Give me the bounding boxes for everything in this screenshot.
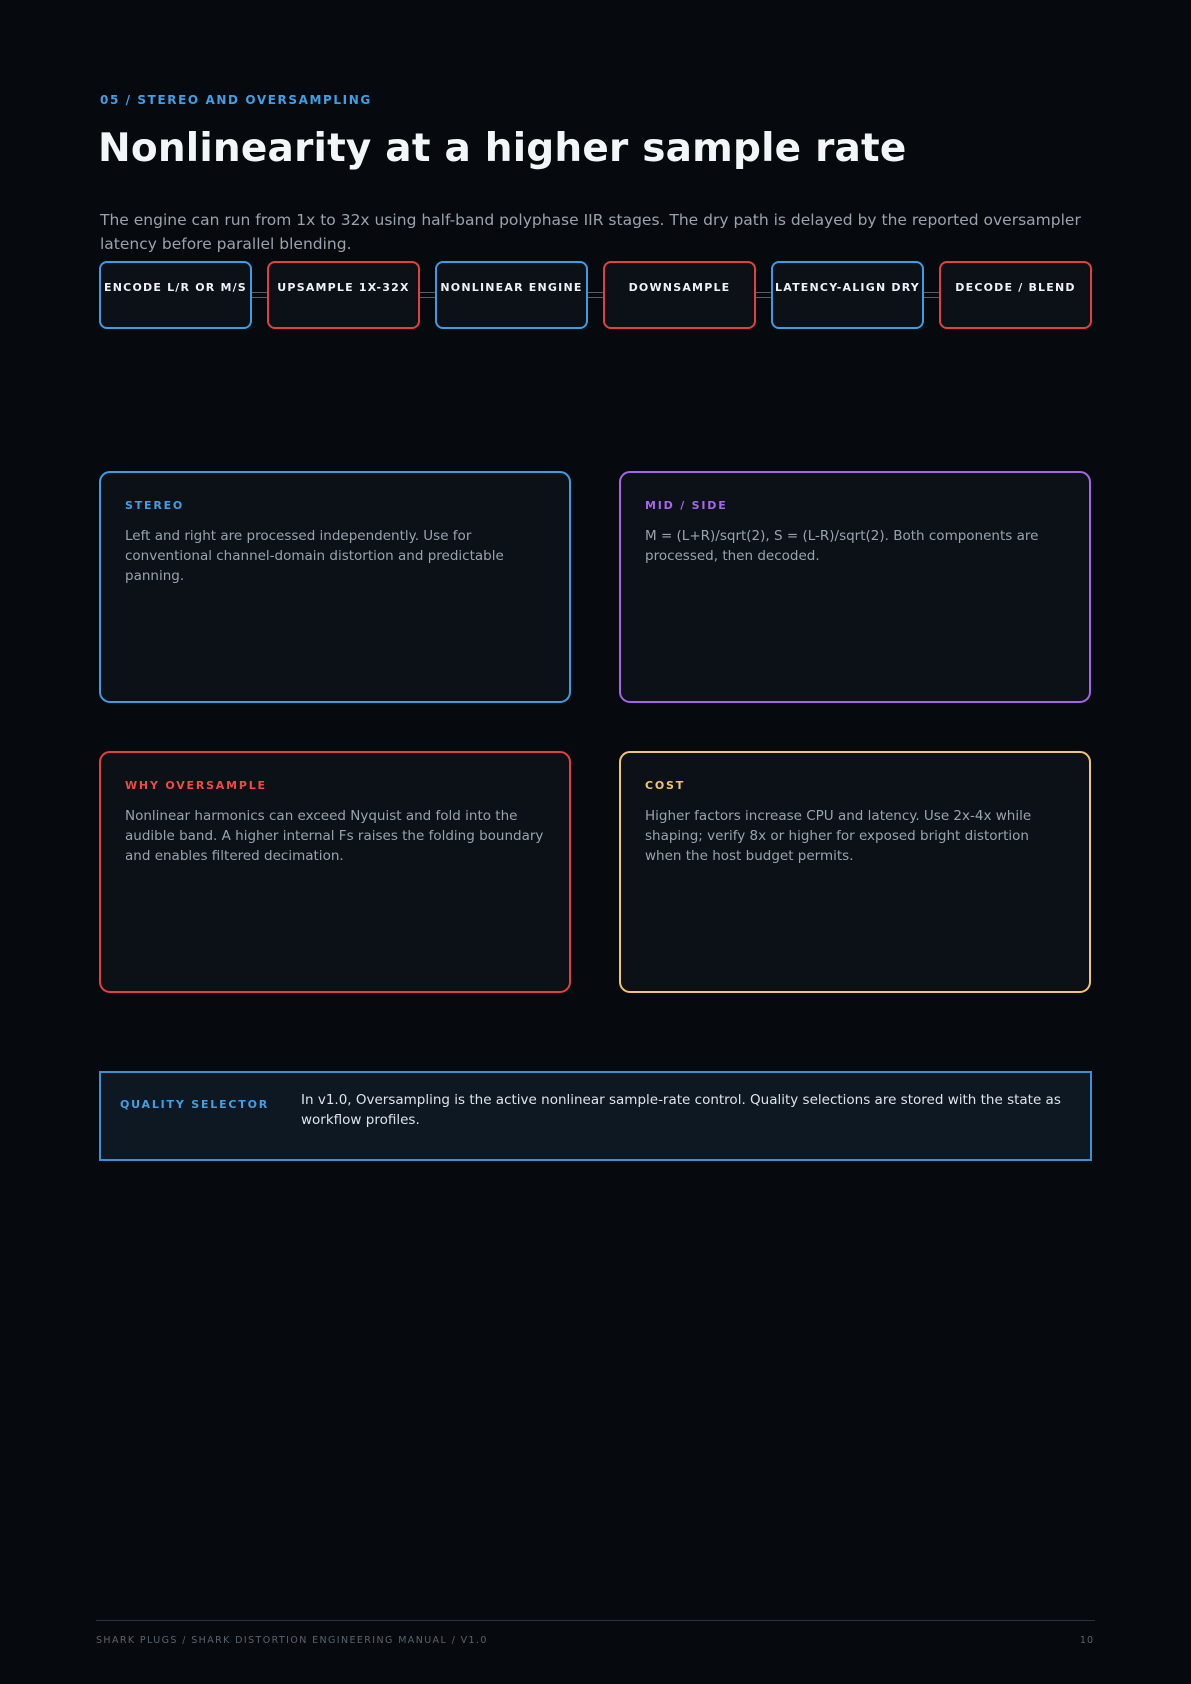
card-title: COST [645,779,686,792]
footer-divider [96,1620,1095,1621]
pipeline-connector [588,292,603,298]
card-body: M = (L+R)/sqrt(2), S = (L-R)/sqrt(2). Both components are processed, then decoded. [645,528,1039,564]
card-cost [619,751,1091,993]
card-title: WHY OVERSAMPLE [125,779,267,792]
pipeline-stage-downsample: DOWNSAMPLE [603,261,756,329]
pipeline-stage-latency-align: LATENCY-ALIGN DRY [771,261,924,329]
footer-doc-path: SHARK PLUGS / SHARK DISTORTION ENGINEERING MANUAL / V1.0 [96,1635,488,1646]
signal-pipeline [99,261,1092,333]
callout-label: QUALITY SELECTOR [120,1098,270,1111]
card-stereo [99,471,571,703]
card-title: STEREO [125,499,185,512]
page-title: Nonlinearity at a higher sample rate [98,126,907,171]
card-body: Left and right are processed independently. Use for conventional channel-domain distortion and predictable panning. [125,528,504,584]
page-number: 10 [1079,1635,1094,1646]
intro-paragraph: The engine can run from 1x to 32x using half-band polyphase IIR stages. The dry path is delayed by the reported oversampler latency before parallel blending. [100,211,1081,253]
card-body: Higher factors increase CPU and latency. Use 2x-4x while shaping; verify 8x or higher for exposed bright distortion when the host budget permits. [645,808,1032,864]
pipeline-connector [924,292,939,298]
pipeline-stage-upsample: UPSAMPLE 1X-32X [267,261,420,329]
section-eyebrow: 05 / STEREO AND OVERSAMPLING [100,93,372,107]
pipeline-stage-nonlinear-engine: NONLINEAR ENGINE [435,261,588,329]
pipeline-stage-decode-blend: DECODE / BLEND [939,261,1092,329]
callout-text: In v1.0, Oversampling is the active nonlinear sample-rate control. Quality selections are stored with the state as workflow profiles. [301,1092,1061,1128]
quality-selector-callout [99,1071,1092,1161]
pipeline-connector [756,292,771,298]
card-title: MID / SIDE [645,499,728,512]
card-mid-side [619,471,1091,703]
card-why-oversample [99,751,571,993]
pipeline-connector [252,292,267,298]
card-body: Nonlinear harmonics can exceed Nyquist and fold into the audible band. A higher internal Fs raises the folding boundary and enables filtered decimation. [125,808,544,864]
pipeline-stage-encode: ENCODE L/R OR M/S [99,261,252,329]
pipeline-connector [420,292,435,298]
